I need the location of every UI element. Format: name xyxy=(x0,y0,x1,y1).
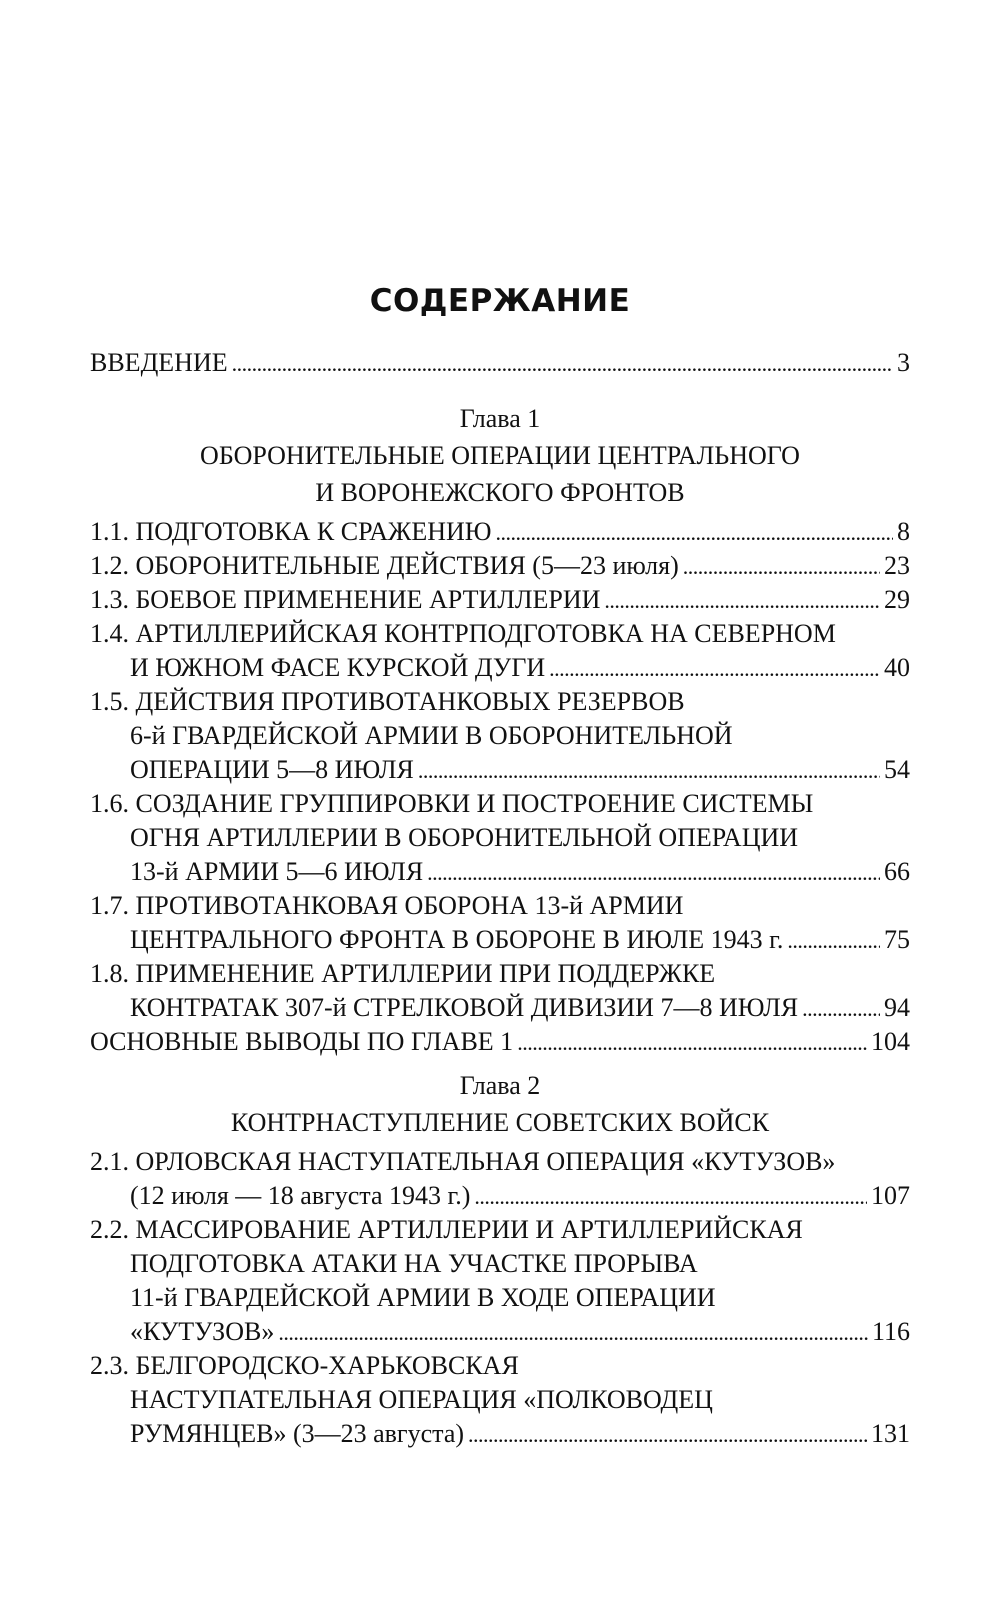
chapter-heading: Глава 1 xyxy=(459,404,541,433)
toc-page-number: 116 xyxy=(871,1317,910,1346)
toc-page-number: 104 xyxy=(871,1027,910,1056)
toc-entry-intro xyxy=(90,346,910,380)
dot-leader xyxy=(468,1417,867,1451)
chapter-heading: Глава 2 xyxy=(459,1071,541,1100)
toc-entry xyxy=(90,583,910,617)
toc-entry-label: ЦЕНТРАЛЬНОГО ФРОНТА В ОБОРОНЕ В ИЮЛЕ 1943 г. xyxy=(130,925,784,954)
toc-entry-label: 2.2. МАССИРОВАНИЕ АРТИЛЛЕРИИ И АРТИЛЛЕРИЙСКАЯ xyxy=(90,1215,803,1244)
toc-entry-row xyxy=(90,991,910,1025)
toc-entry-label: 1.2. ОБОРОНИТЕЛЬНЫЕ ДЕЙСТВИЯ (5—23 июля) xyxy=(90,551,679,580)
toc-entry-label: 1.4. АРТИЛЛЕРИЙСКАЯ КОНТРПОДГОТОВКА НА СЕВЕРНОМ xyxy=(90,619,836,648)
toc-page-number: 107 xyxy=(871,1181,910,1210)
dot-leader xyxy=(787,923,880,957)
toc-entry-label: 1.6. СОЗДАНИЕ ГРУППИРОВКИ И ПОСТРОЕНИЕ СИСТЕМЫ xyxy=(90,789,814,818)
chapter-title-line: КОНТРНАСТУПЛЕНИЕ СОВЕТСКИХ ВОЙСК xyxy=(230,1108,770,1137)
toc-entry-row xyxy=(90,1179,910,1213)
page-title: СОДЕРЖАНИЕ xyxy=(369,283,631,319)
dot-leader xyxy=(495,515,893,549)
toc-entry-label: 1.8. ПРИМЕНЕНИЕ АРТИЛЛЕРИИ ПРИ ПОДДЕРЖКЕ xyxy=(90,959,716,988)
toc-page-number: 131 xyxy=(871,1419,910,1448)
toc-entry-label: 11-й ГВАРДЕЙСКОЙ АРМИИ В ХОДЕ ОПЕРАЦИИ xyxy=(130,1283,716,1312)
toc-entry xyxy=(90,889,910,957)
toc-entry-label: КОНТРАТАК 307-й СТРЕЛКОВОЙ ДИВИЗИИ 7—8 ИЮЛЯ xyxy=(130,993,799,1022)
toc-entry-label: «КУТУЗОВ» xyxy=(130,1317,275,1346)
toc-entry-label: 1.1. ПОДГОТОВКА К СРАЖЕНИЮ xyxy=(90,517,492,546)
toc-entry xyxy=(90,1145,910,1213)
dot-leader xyxy=(232,346,893,380)
toc-entry xyxy=(90,685,910,787)
dot-leader xyxy=(802,991,880,1025)
dot-leader xyxy=(418,753,880,787)
toc-page-number: 8 xyxy=(897,517,910,546)
toc-page-number: 94 xyxy=(884,993,910,1022)
toc-entry-label: 1.5. ДЕЙСТВИЯ ПРОТИВОТАНКОВЫХ РЕЗЕРВОВ xyxy=(90,687,685,716)
toc-entry-row xyxy=(90,346,910,380)
toc-entry xyxy=(90,1025,910,1059)
toc-entry xyxy=(90,1213,910,1349)
toc-entry-label: 6-й ГВАРДЕЙСКОЙ АРМИИ В ОБОРОНИТЕЛЬНОЙ xyxy=(130,721,733,750)
toc-entry-row xyxy=(90,651,910,685)
dot-leader xyxy=(427,855,880,889)
dot-leader xyxy=(683,549,880,583)
toc-entry-label: ОГНЯ АРТИЛЛЕРИИ В ОБОРОНИТЕЛЬНОЙ ОПЕРАЦИИ xyxy=(130,823,799,852)
dot-leader xyxy=(474,1179,867,1213)
toc-entry xyxy=(90,787,910,889)
toc-entry xyxy=(90,549,910,583)
toc-entry-label: 2.1. ОРЛОВСКАЯ НАСТУПАТЕЛЬНАЯ ОПЕРАЦИЯ «КУТУЗОВ» xyxy=(90,1147,836,1176)
toc-page-number: 54 xyxy=(884,755,910,784)
toc-entry-row xyxy=(90,1025,910,1059)
toc-entry-label: ПОДГОТОВКА АТАКИ НА УЧАСТКЕ ПРОРЫВА xyxy=(130,1249,698,1278)
toc-page-number: 29 xyxy=(884,585,910,614)
dot-leader xyxy=(517,1025,867,1059)
toc-entry-label: РУМЯНЦЕВ» (3—23 августа) xyxy=(130,1419,465,1448)
toc-entry-label: 2.3. БЕЛГОРОДСКО-ХАРЬКОВСКАЯ xyxy=(90,1351,519,1380)
dot-leader xyxy=(604,583,880,617)
toc-entry-row xyxy=(90,855,910,889)
chapter-1-section xyxy=(90,400,910,1059)
toc-entry-label: 1.7. ПРОТИВОТАНКОВАЯ ОБОРОНА 13-й АРМИИ xyxy=(90,891,684,920)
dot-leader xyxy=(549,651,880,685)
toc-page-number: 66 xyxy=(884,857,910,886)
toc-entry-label: И ЮЖНОМ ФАСЕ КУРСКОЙ ДУГИ xyxy=(130,653,546,682)
toc-entry-label: 13-й АРМИИ 5—6 ИЮЛЯ xyxy=(130,857,424,886)
toc-entry-label: ОПЕРАЦИИ 5—8 ИЮЛЯ xyxy=(130,755,414,784)
toc-page-number: 3 xyxy=(897,348,910,377)
toc-entry-row xyxy=(90,753,910,787)
toc-entry-row xyxy=(90,1315,910,1349)
toc-page-number: 75 xyxy=(884,925,910,954)
chapter-title-line: И ВОРОНЕЖСКОГО ФРОНТОВ xyxy=(315,478,685,507)
toc-entry-row xyxy=(90,923,910,957)
toc-entry-label: НАСТУПАТЕЛЬНАЯ ОПЕРАЦИЯ «ПОЛКОВОДЕЦ xyxy=(130,1385,713,1414)
chapter-title-line: ОБОРОНИТЕЛЬНЫЕ ОПЕРАЦИИ ЦЕНТРАЛЬНОГО xyxy=(200,441,800,470)
toc-entry xyxy=(90,957,910,1025)
chapter-2-section xyxy=(90,1067,910,1451)
toc-page-number: 40 xyxy=(884,653,910,682)
toc-entry xyxy=(90,515,910,549)
table-of-contents xyxy=(90,346,910,1451)
toc-entry-label: ВВЕДЕНИЕ xyxy=(90,348,228,377)
toc-entry-row xyxy=(90,583,910,617)
toc-entry-row xyxy=(90,515,910,549)
toc-entry-row xyxy=(90,549,910,583)
toc-page-number: 23 xyxy=(884,551,910,580)
toc-entry-label: (12 июля — 18 августа 1943 г.) xyxy=(130,1181,471,1210)
toc-entry-label: ОСНОВНЫЕ ВЫВОДЫ ПО ГЛАВЕ 1 xyxy=(90,1027,514,1056)
toc-entry xyxy=(90,1349,910,1451)
toc-entry xyxy=(90,617,910,685)
dot-leader xyxy=(278,1315,868,1349)
toc-entry-row xyxy=(90,1417,910,1451)
toc-entry-label: 1.3. БОЕВОЕ ПРИМЕНЕНИЕ АРТИЛЛЕРИИ xyxy=(90,585,601,614)
